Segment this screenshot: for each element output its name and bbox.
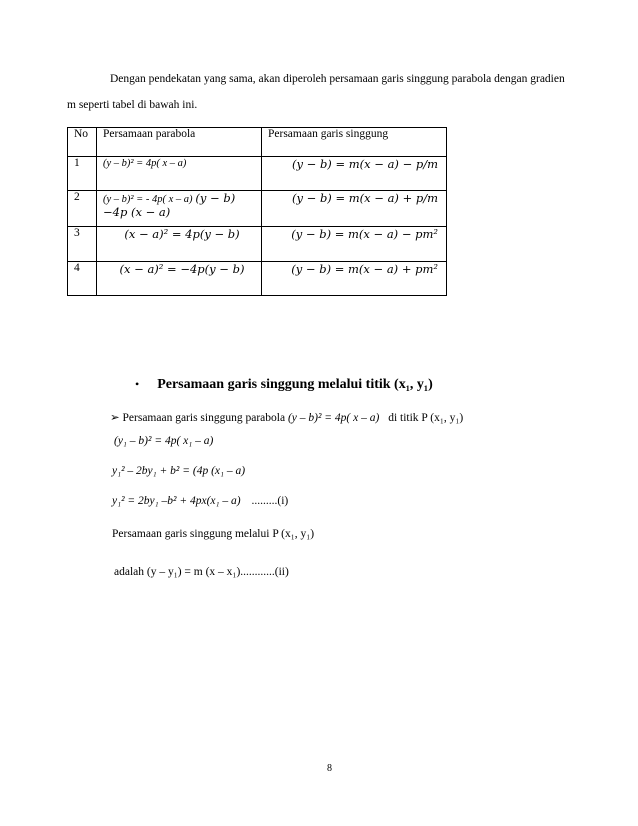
table-row [68, 262, 447, 296]
body-line-adalah: adalah (y – y₁) = m (x – x₁)............(ii) [114, 566, 289, 578]
intro-line-1: Dengan pendekatan yang sama, akan diperoleh persamaan garis singgung parabola dengan gradien [110, 73, 565, 85]
table-header-row [68, 128, 447, 157]
equation-2: y₁² – 2by₁ + b² = (4p (x₁ – a) [112, 465, 246, 477]
bullet-icon: • [135, 377, 140, 391]
row-parabola-extra: (y − b) [195, 191, 236, 205]
row-no: 1 [68, 157, 97, 191]
header-no: No [68, 128, 97, 157]
table-row [68, 191, 447, 227]
table-row [68, 157, 447, 191]
equation-3-text: y₁² = 2by₁ –b² + 4px(x₁ – a) [112, 495, 241, 507]
body-line-1-text: Persamaan garis singgung parabola [122, 412, 286, 424]
row-tangent: (y − b) = m(x − a) − p/m [292, 157, 438, 171]
row-parabola: (y – b)² = 4p( x – a) [103, 158, 187, 169]
row-parabola: (x − a)² = −4p(y − b) [119, 262, 245, 276]
arrow-icon: ➢ [110, 412, 120, 424]
equation-3-tag: .........(i) [251, 495, 289, 507]
body-line-1-eq: (y – b)² = 4p( x – a) [287, 412, 380, 424]
equation-1: (y₁ – b)² = 4p( x₁ – a) [114, 435, 214, 447]
row-no: 2 [68, 191, 97, 227]
row-no: 4 [68, 262, 97, 296]
body-line-1 [110, 411, 463, 425]
row-tangent: (y − b) = m(x − a) − pm² [291, 227, 438, 241]
body-line-1-tail: di titik P (x₁, y₁) [388, 412, 464, 424]
section-title: Persamaan garis singgung melalui titik (x₁, y₁) [157, 377, 433, 392]
row-tangent: (y − b) = m(x − a) + pm² [291, 262, 438, 276]
parabola-table [67, 127, 447, 296]
header-tangent: Persamaan garis singgung [262, 128, 447, 157]
intro-line-2: m seperti tabel di bawah ini. [67, 99, 198, 111]
header-parabola: Persamaan parabola [97, 128, 262, 157]
body-line-p: Persamaan garis singgung melalui P (x₁, y₁) [112, 528, 315, 540]
section-heading [135, 375, 433, 393]
page-number: 8 [327, 763, 332, 774]
equation-3 [112, 494, 288, 508]
row-tangent: (y − b) = m(x − a) + p/m [292, 191, 438, 205]
row-parabola-cont: −4p (x − a) [103, 205, 171, 219]
row-parabola: (x − a)² = 4p(y − b) [124, 227, 240, 241]
table-row [68, 227, 447, 262]
row-no: 3 [68, 227, 97, 262]
row-parabola: (y – b)² = - 4p( x – a) [103, 194, 193, 205]
